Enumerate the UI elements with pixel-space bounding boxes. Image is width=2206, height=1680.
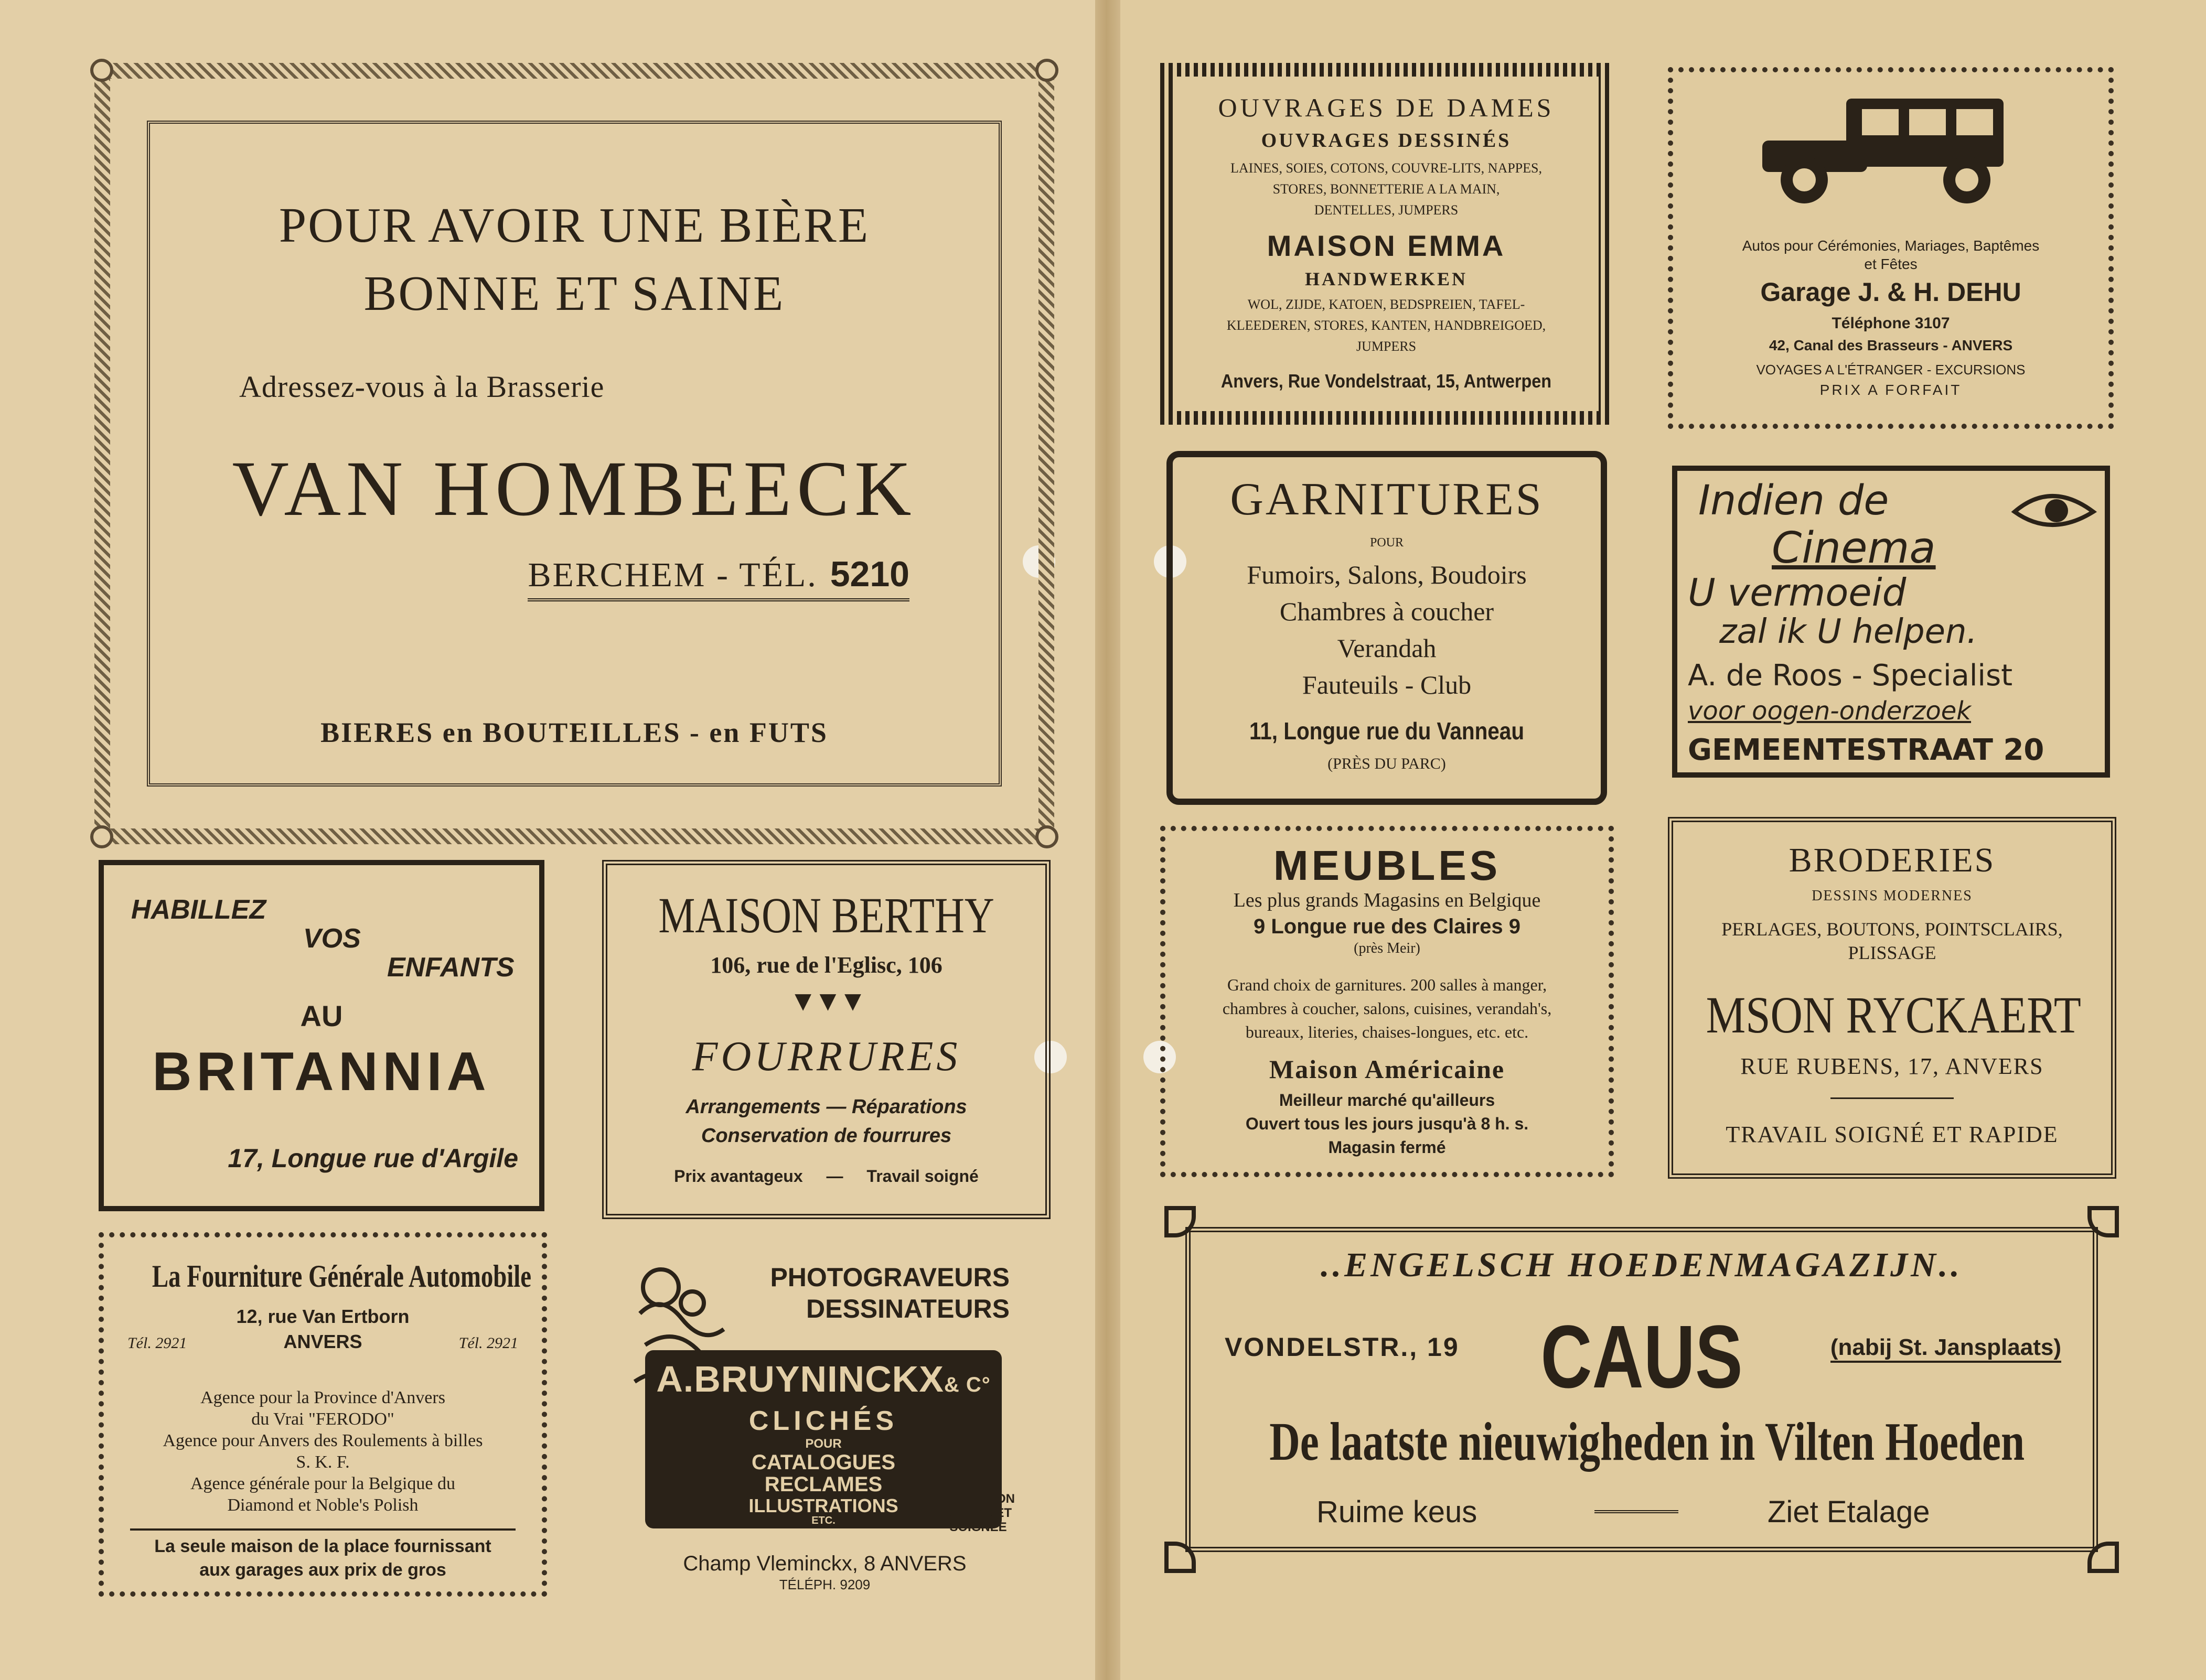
bruyninckx-name-row [645, 1358, 1002, 1400]
bruyninckx-address: Champ Vleminckx, 8 ANVERS [683, 1552, 967, 1575]
headline-2: BONNE ET SAINE [363, 266, 785, 321]
meubles-name: Maison Américaine [1269, 1054, 1505, 1084]
dehu-name: Garage J. & H. DEHU [1760, 277, 2021, 307]
emma-nl-3: JUMPERS [1356, 339, 1417, 354]
fourniture-divider [130, 1528, 516, 1531]
ad-garage-dehu [1668, 67, 2114, 429]
footer-text: BIERES en BOUTEILLES - en FUTS [320, 717, 828, 748]
fourniture-body-line: Agence pour la Province d'Anvers [200, 1388, 445, 1407]
automobile-icon [1741, 88, 2035, 209]
address-block [528, 554, 909, 601]
caus-foot-right: Ziet Etalage [1768, 1495, 1930, 1529]
dehu-line-4: PRIX A FORFAIT [1819, 382, 1962, 398]
garnitures-item: Fumoirs, Salons, Boudoirs [1247, 560, 1527, 589]
garnitures-item: Chambres à coucher [1279, 597, 1494, 626]
bruyninckx-exec-2: RAPIDE ET [944, 1506, 1012, 1520]
bruyninckx-execution [941, 1492, 1015, 1534]
garnitures-pour: POUR [1369, 536, 1404, 550]
ad-maison-emma [1160, 63, 1612, 425]
dehu-phone: Téléphone 3107 [1832, 315, 1950, 332]
emma-body-2: STORES, BONNETTERIE A LA MAIN, [1272, 181, 1500, 197]
dehu-address: 42, Canal des Brasseurs - ANVERS [1769, 337, 2013, 353]
caus-slogan: De laatste nieuwigheden in Vilten Hoeden [1269, 1412, 2025, 1472]
ryckaert-sub: DESSINS MODERNES [1812, 888, 1973, 904]
fourniture-body-line: Agence pour Anvers des Roulements à billes [163, 1431, 483, 1450]
bruyninckx-exec-1: EXÉCUTION [941, 1492, 1015, 1506]
dehu-line-1: Autos pour Cérémonies, Mariages, Baptêmes [1742, 238, 2040, 254]
address-text: BERCHEM - TÉL. [528, 556, 818, 594]
berthy-line-2: Conservation de fourrures [701, 1125, 952, 1147]
emma-address: Anvers, Rue Vondelstraat, 15, Antwerpen [1220, 370, 1552, 392]
bruyninckx-top-1: PHOTOGRAVEURS [770, 1263, 1010, 1292]
caus-foot-left: Ruime keus [1316, 1495, 1477, 1529]
caus-foot-divider [1594, 1510, 1678, 1516]
britannia-name: BRITANNIA [152, 1041, 491, 1102]
bruyninckx-item: ILLUSTRATIONS [748, 1495, 898, 1516]
meubles-near: (près Meir) [1354, 940, 1420, 956]
meubles-line-1: Les plus grands Magasins en Belgique [1233, 889, 1541, 911]
berthy-footer [607, 1167, 1045, 1186]
deroos-line-6: voor oogen-onderzoek [1688, 696, 1972, 726]
ryckaert-divider [1830, 1097, 1954, 1099]
garnitures-near: (PRÈS DU PARC) [1327, 755, 1446, 772]
britannia-line-3: ENFANTS [387, 952, 515, 983]
ryckaert-address: RUE RUBENS, 17, ANVERS [1740, 1053, 2044, 1079]
ornament-corner [90, 59, 113, 82]
meubles-body-3: bureaux, literies, chaises-longues, etc. etc. [1245, 1022, 1529, 1041]
ryckaert-line-1: PERLAGES, BOUTONS, POINTSCLAIRS, [1721, 919, 2063, 940]
dehu-line-3: VOYAGES A L'ÉTRANGER - EXCURSIONS [1756, 362, 2026, 378]
ad-ryckaert [1668, 817, 2116, 1179]
ad-bruyninckx [629, 1256, 1020, 1599]
fourniture-tel-left: Tél. 2921 [127, 1334, 187, 1352]
britannia-line-2: VOS [303, 923, 361, 954]
ryckaert-footer: TRAVAIL SOIGNÉ ET RAPIDE [1726, 1122, 2059, 1147]
britannia-line-1: HABILLEZ [131, 895, 266, 925]
fourniture-footer-2: aux garages aux prix de gros [199, 1560, 446, 1580]
bruyninckx-etc: ETC. [811, 1515, 836, 1526]
emma-subtitle: OUVRAGES DESSINÉS [1261, 130, 1512, 152]
ad-de-roos [1672, 466, 2110, 778]
intro-text: Adressez-vous à la Brasserie [239, 370, 605, 404]
brewery-name: VAN HOMBEECK [232, 445, 917, 532]
fourniture-body-line: Agence générale pour la Belgique du [190, 1474, 456, 1493]
ryckaert-title: BRODERIES [1789, 841, 1996, 879]
emma-body-3: DENTELLES, JUMPERS [1314, 202, 1459, 218]
phone-number: 5210 [830, 554, 909, 594]
deroos-line-4: zal ik U helpen. [1719, 612, 1977, 651]
triangle-ornament-icon: ▼▼▼ [789, 985, 864, 1017]
meubles-body-2: chambres à coucher, salons, cuisines, verandah's, [1222, 999, 1552, 1018]
fourniture-address: 12, rue Van Ertborn [236, 1306, 410, 1327]
fourniture-body-line: S. K. F. [296, 1452, 350, 1472]
meubles-title: MEUBLES [1273, 842, 1501, 889]
fourniture-body [104, 1387, 542, 1516]
deroos-line-5: A. de Roos - Specialist [1688, 659, 2013, 693]
bruyninckx-exec-3: SOIGNÉE [949, 1520, 1007, 1534]
fourniture-body-line: Diamond et Noble's Polish [227, 1495, 419, 1515]
bruyninckx-pour: POUR [805, 1437, 842, 1451]
meubles-body-1: Grand choix de garnitures. 200 salles à manger, [1227, 975, 1547, 994]
ryckaert-name: MSON RYCKAERT [1706, 986, 2081, 1044]
caus-right: (nabij St. Jansplaats) [1830, 1334, 2061, 1363]
emma-name: MAISON EMMA [1267, 229, 1506, 262]
bruyninckx-name: A.BRUYNINCKX [656, 1359, 944, 1399]
bruyninckx-phone: TÉLÉPH. 9209 [779, 1577, 871, 1592]
fourniture-tel-right: Tél. 2921 [458, 1334, 518, 1352]
ad-caus [1164, 1206, 2119, 1573]
britannia-address: 17, Longue rue d'Argile [228, 1144, 518, 1173]
emma-title: OUVRAGES DE DAMES [1218, 93, 1555, 122]
headline-1: POUR AVOIR UNE BIÈRE [279, 198, 870, 253]
garnitures-title: GARNITURES [1230, 474, 1544, 525]
page-spine [1095, 0, 1120, 1680]
emma-nl-1: WOL, ZIJDE, KATOEN, BEDSPREIEN, TAFEL- [1247, 297, 1525, 312]
ornament-corner [90, 825, 113, 848]
ad-maison-berthy [602, 860, 1051, 1219]
fourniture-footer-1: La seule maison de la place fournissant [154, 1536, 491, 1556]
bruyninckx-suffix: & C° [944, 1373, 991, 1396]
berthy-footer-dash: — [826, 1167, 843, 1186]
berthy-footer-left: Prix avantageux [674, 1167, 803, 1186]
meubles-foot-2: Ouvert tous les jours jusqu'à 8 h. s. [1245, 1114, 1529, 1133]
fourniture-body-line: du Vrai "FERODO" [251, 1409, 394, 1429]
meubles-foot-3: Magasin fermé [1328, 1138, 1446, 1157]
deroos-line-7: GEMEENTESTRAAT 20 [1688, 733, 2044, 767]
emma-nl-2: KLEEDEREN, STORES, KANTEN, HANDBREIGOED, [1226, 318, 1546, 333]
ad-fourniture-automobile [99, 1232, 547, 1597]
meubles-address: 9 Longue rue des Claires 9 [1253, 915, 1521, 938]
deroos-line-1: Indien de [1698, 477, 1889, 524]
berthy-name: MAISON BERTHY [658, 887, 994, 943]
garnitures-item: Fauteuils - Club [1302, 670, 1472, 699]
caus-name: CAUS [1540, 1307, 1743, 1407]
eye-icon [2009, 480, 2098, 543]
berthy-line-1: Arrangements — Réparations [686, 1096, 967, 1118]
caus-left: VONDELSTR., 19 [1225, 1332, 1460, 1362]
emma-name-2: HANDWERKEN [1304, 268, 1468, 289]
deroos-line-3: U vermoeid [1688, 570, 1907, 615]
inner-frame [147, 121, 1002, 787]
ornament-corner [1035, 825, 1058, 848]
caus-title: ..ENGELSCH HOEDENMAGAZIJN.. [1321, 1246, 1963, 1284]
ad-brasserie-van-hombeeck [94, 63, 1054, 844]
bruyninckx-item: RECLAMES [764, 1473, 883, 1496]
emma-body-1: LAINES, SOIES, COTONS, COUVRE-LITS, NAPPES, [1230, 160, 1542, 176]
dehu-line-2: et Fêtes [1864, 256, 1918, 272]
bruyninckx-top-2: DESSINATEURS [806, 1294, 1010, 1323]
ad-britannia [99, 860, 544, 1211]
garnitures-item: Verandah [1337, 633, 1437, 663]
deroos-line-2: Cinema [1772, 523, 1936, 573]
ornament-corner [1035, 59, 1058, 82]
berthy-address: 106, rue de l'Eglisc, 106 [710, 952, 943, 978]
britannia-line-4: AU [300, 999, 343, 1032]
fourniture-title: La Fourniture Générale Automobile [152, 1259, 532, 1294]
berthy-title: FOURRURES [692, 1033, 961, 1080]
berthy-footer-right: Travail soigné [866, 1167, 979, 1186]
fourniture-city: ANVERS [283, 1331, 362, 1352]
ad-garnitures [1166, 451, 1607, 805]
ad-meubles [1160, 826, 1614, 1177]
bruyninckx-item: CATALOGUES [751, 1451, 896, 1474]
ryckaert-line-2: PLISSAGE [1848, 942, 1936, 963]
garnitures-address: 11, Longue rue du Vanneau [1249, 717, 1525, 745]
bruyninckx-cliches: CLICHÉS [748, 1406, 898, 1436]
meubles-foot-1: Meilleur marché qu'ailleurs [1279, 1091, 1495, 1110]
